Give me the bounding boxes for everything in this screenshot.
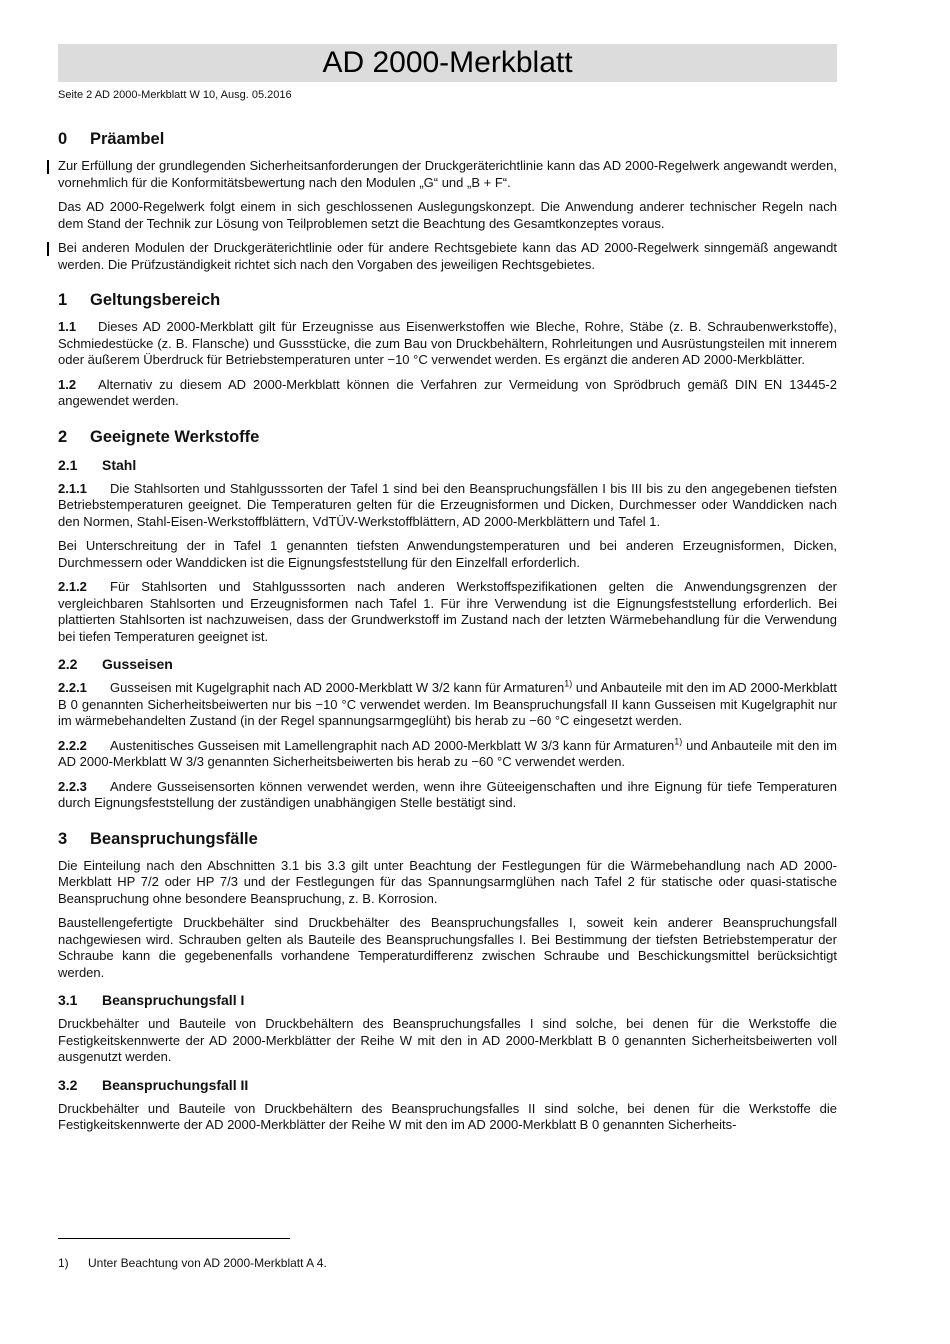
paragraph-2-2-1 [58, 680, 837, 730]
paragraph-preamble-1 [58, 158, 837, 191]
paragraph-3-intro-2: Baustellengefertigte Druckbehälter sind Druckbehälter des Beanspruchungsfalles I, soweit kein anderer Beanspruchungsfall nachgewiesen wird. Schrauben gelten als Bauteile des Beanspruchungsfalles I. Bei Bestimmung der tiefsten Betriebstemperatur der Schraube kann die gegebenenfalls vorhandene Temperaturdifferenz zwischen Schraube und Beschickungsmittel berücksichtigt werden. [58, 915, 837, 980]
footnote-text: Unter Beachtung von AD 2000-Merkblatt A 4. [88, 1256, 327, 1270]
paragraph-number: 2.2.3 [58, 778, 87, 794]
footnote [58, 1256, 327, 1270]
section-number: 0 [58, 130, 68, 148]
running-head: Seite 2 AD 2000-Merkblatt W 10, Ausg. 05.2016 [58, 89, 292, 101]
paragraph-number: 2.2.2 [58, 737, 87, 753]
paragraph-text: Für Stahlsorten und Stahlgusssorten nach anderen Werkstoffspezifikationen gelten die Anwendungsgrenzen der vergleichbaren Stahlsorten und Erzeugnisformen nach Tafel 1. Für ihre Verwendung ist die Eignungsfeststellung erforderlich. Bei plattierten Stahlsorten ist nachzuweisen, dass der Grundwerkstoff im Zustand nach der letzten Wärmebehandlung für die Verwendung bei tiefen Temperaturen geeignet ist. [58, 579, 837, 644]
paragraph-text: Gusseisen mit Kugelgraphit nach AD 2000-Merkblatt W 3/2 kann für Armaturen [110, 680, 565, 695]
footnote-ref: 1) [564, 678, 573, 689]
paragraph-text: und Anbauteile mit den im AD 2000-Merkblatt W 3/3 genannten Sicherheitsbeiwerten bis herab zu −60 °C verwendet werden. [58, 737, 837, 769]
paragraph-text: Dieses AD 2000-Merkblatt gilt für Erzeugnisse aus Eisenwerkstoffen wie Bleche, Rohre, Stäbe (z. B. Schraubenwerkstoffe), Schmiedestücke (z. B. Flansche) und Gussstücke, die zum Bau von Druckbehältern, Rohrleitungen und Ausrüstungsteilen mit innerem oder äußerem Überdruck für Betriebstemperaturen unter −10 °C verwendet werden. Es ergänzt die anderen AD 2000-Merkblätter. [58, 319, 837, 367]
paragraph-2-2-2 [58, 738, 837, 771]
paragraph-1-2 [58, 377, 837, 410]
paragraph-text: Andere Gusseisensorten können verwendet werden, wenn ihre Güteeigenschaften und ihre Eignung für tiefe Temperaturen durch Eignungsfeststellung der zuständigen unabhängigen Stelle bestätigt sind. [58, 778, 837, 810]
section-title: Präambel [90, 130, 165, 148]
paragraph-number: 1.2 [58, 376, 77, 392]
heading-3-2 [58, 1076, 837, 1094]
paragraph-2-1-1 [58, 481, 837, 531]
paragraph-2-1-2 [58, 579, 837, 645]
paragraph-text: und Anbauteile mit den im AD 2000-Merkblatt B 0 genannten Sicherheitsbeiwerten nur bis −10 °C verwendet werden. Im Beanspruchungsfall II kann Gusseisen mit Kugelgraphit nur im wärmebehandelten Zustand (in der Regel spannungsarmgeglüht) bis herab zu −60 °C eingesetzt werden. [58, 680, 838, 728]
heading-section-3 [58, 828, 837, 850]
change-bar [47, 242, 49, 256]
section-title: Stahl [102, 456, 137, 473]
paragraph-text: Austenitisches Gusseisen mit Lamellengraphit nach AD 2000-Merkblatt W 3/3 kann für Armaturen [110, 737, 675, 753]
section-number: 3.1 [58, 992, 78, 1008]
section-number: 2.1 [58, 456, 78, 473]
section-number: 3 [58, 829, 68, 848]
paragraph-2-2-3 [58, 779, 837, 812]
footnote-ref: 1) [674, 736, 683, 747]
section-title: Geltungsbereich [90, 291, 221, 309]
heading-2-1 [58, 456, 837, 474]
section-number: 2 [58, 427, 68, 446]
paragraph-3-2: Druckbehälter und Bauteile von Druckbehältern des Beanspruchungsfalles II sind solche, bei denen für die Werkstoffe die Festigkeitskennwerte der AD 2000-Merkblätter der Reihe W mit den im AD 2000-Merkblatt B 0 genannten Sicherheits- [58, 1100, 837, 1132]
heading-section-2 [58, 426, 837, 448]
paragraph-number: 2.1.2 [58, 579, 87, 594]
change-bar [47, 160, 49, 174]
heading-2-2 [58, 655, 837, 673]
heading-3-1 [58, 991, 837, 1009]
paragraph-number: 1.1 [58, 319, 77, 334]
paragraph-3-intro-1: Die Einteilung nach den Abschnitten 3.1 bis 3.3 gilt unter Beachtung der Festlegungen für die Wärmebehandlung nach AD 2000-Merkblatt HP 7/2 oder HP 7/3 und der Festlegungen für das Spannungsarmglühen nach Tafel 2 für statische oder quasi-statische Beanspruchung ohne besondere Beanspruchung, z. B. Korrosion. [58, 857, 837, 906]
section-title: Beanspruchungsfall II [102, 1076, 249, 1093]
heading-section-0 [58, 128, 837, 150]
paragraph-preamble-2: Das AD 2000-Regelwerk folgt einem in sich geschlossenen Auslegungskonzept. Die Anwendung anderer technischer Regeln nach dem Stand der Technik zur Lösung von Teilproblemen setzt die Beachtung des Gesamtkonzeptes voraus. [58, 199, 837, 231]
paragraph-text: Alternativ zu diesem AD 2000-Merkblatt können die Verfahren zur Vermeidung von Sprödbruch gemäß DIN EN 13445-2 angewendet werden. [58, 376, 837, 408]
section-title: Gusseisen [102, 656, 173, 672]
paragraph-number: 2.2.1 [58, 680, 87, 695]
document-title: AD 2000-Merkblatt [58, 44, 837, 82]
paragraph-3-1: Druckbehälter und Bauteile von Druckbehältern des Beanspruchungsfalles I sind solche, bei denen für die Werkstoffe die Festigkeitskennwerte der AD 2000-Merkblätter der Reihe W mit den in AD 2000-Merkblatt B 0 genannten Sicherheitsbeiwerten voll ausgenutzt werden. [58, 1016, 837, 1064]
section-number: 1 [58, 291, 68, 309]
main-content [58, 128, 837, 1142]
section-title: Beanspruchungsfälle [90, 829, 258, 848]
paragraph-1-1 [58, 319, 837, 369]
paragraph-text: Die Stahlsorten und Stahlgusssorten der Tafel 1 sind bei den Beanspruchungsfällen I bis III bis zu den angegebenen tiefsten Betriebstemperaturen geeignet. Die Temperaturen gelten für die Erzeugnisformen und Dicken, Durchmesser oder Wanddicken nach den Normen, Stahl-Eisen-Werkstoffblättern, VdTÜV-Werkstoffblättern, AD 2000-Merkblättern und Tafel 1. [58, 480, 837, 529]
section-number: 2.2 [58, 656, 78, 672]
section-title: Geeignete Werkstoffe [90, 427, 260, 446]
footnote-number: 1) [58, 1256, 69, 1270]
section-number: 3.2 [58, 1076, 78, 1093]
footnote-divider [58, 1238, 290, 1239]
paragraph-2-1-1-b: Bei Unterschreitung der in Tafel 1 genannten tiefsten Anwendungstemperaturen und bei anderen Erzeugnisformen, Dicken, Durchmessern oder Wanddicken ist die Eignungsfeststellung für den Einzelfall erforderlich. [58, 538, 837, 570]
section-title: Beanspruchungsfall I [102, 992, 245, 1008]
paragraph-text: Zur Erfüllung der grundlegenden Sicherheitsanforderungen der Druckgeräterichtlinie kann das AD 2000-Regelwerk angewandt werden, vornehmlich für die Konformitätsbewertung nach den Modulen „G“ und „B + F“. [58, 158, 837, 190]
heading-section-1 [58, 289, 837, 311]
paragraph-text: Bei anderen Modulen der Druckgeräterichtlinie oder für andere Rechtsgebiete kann das AD 2000-Regelwerk sinngemäß angewandt werden. Die Prüfzuständigkeit richtet sich nach den Vorgaben des jeweiligen Rechtsgebietes. [58, 240, 837, 272]
paragraph-number: 2.1.1 [58, 480, 87, 496]
paragraph-preamble-3 [58, 240, 837, 273]
